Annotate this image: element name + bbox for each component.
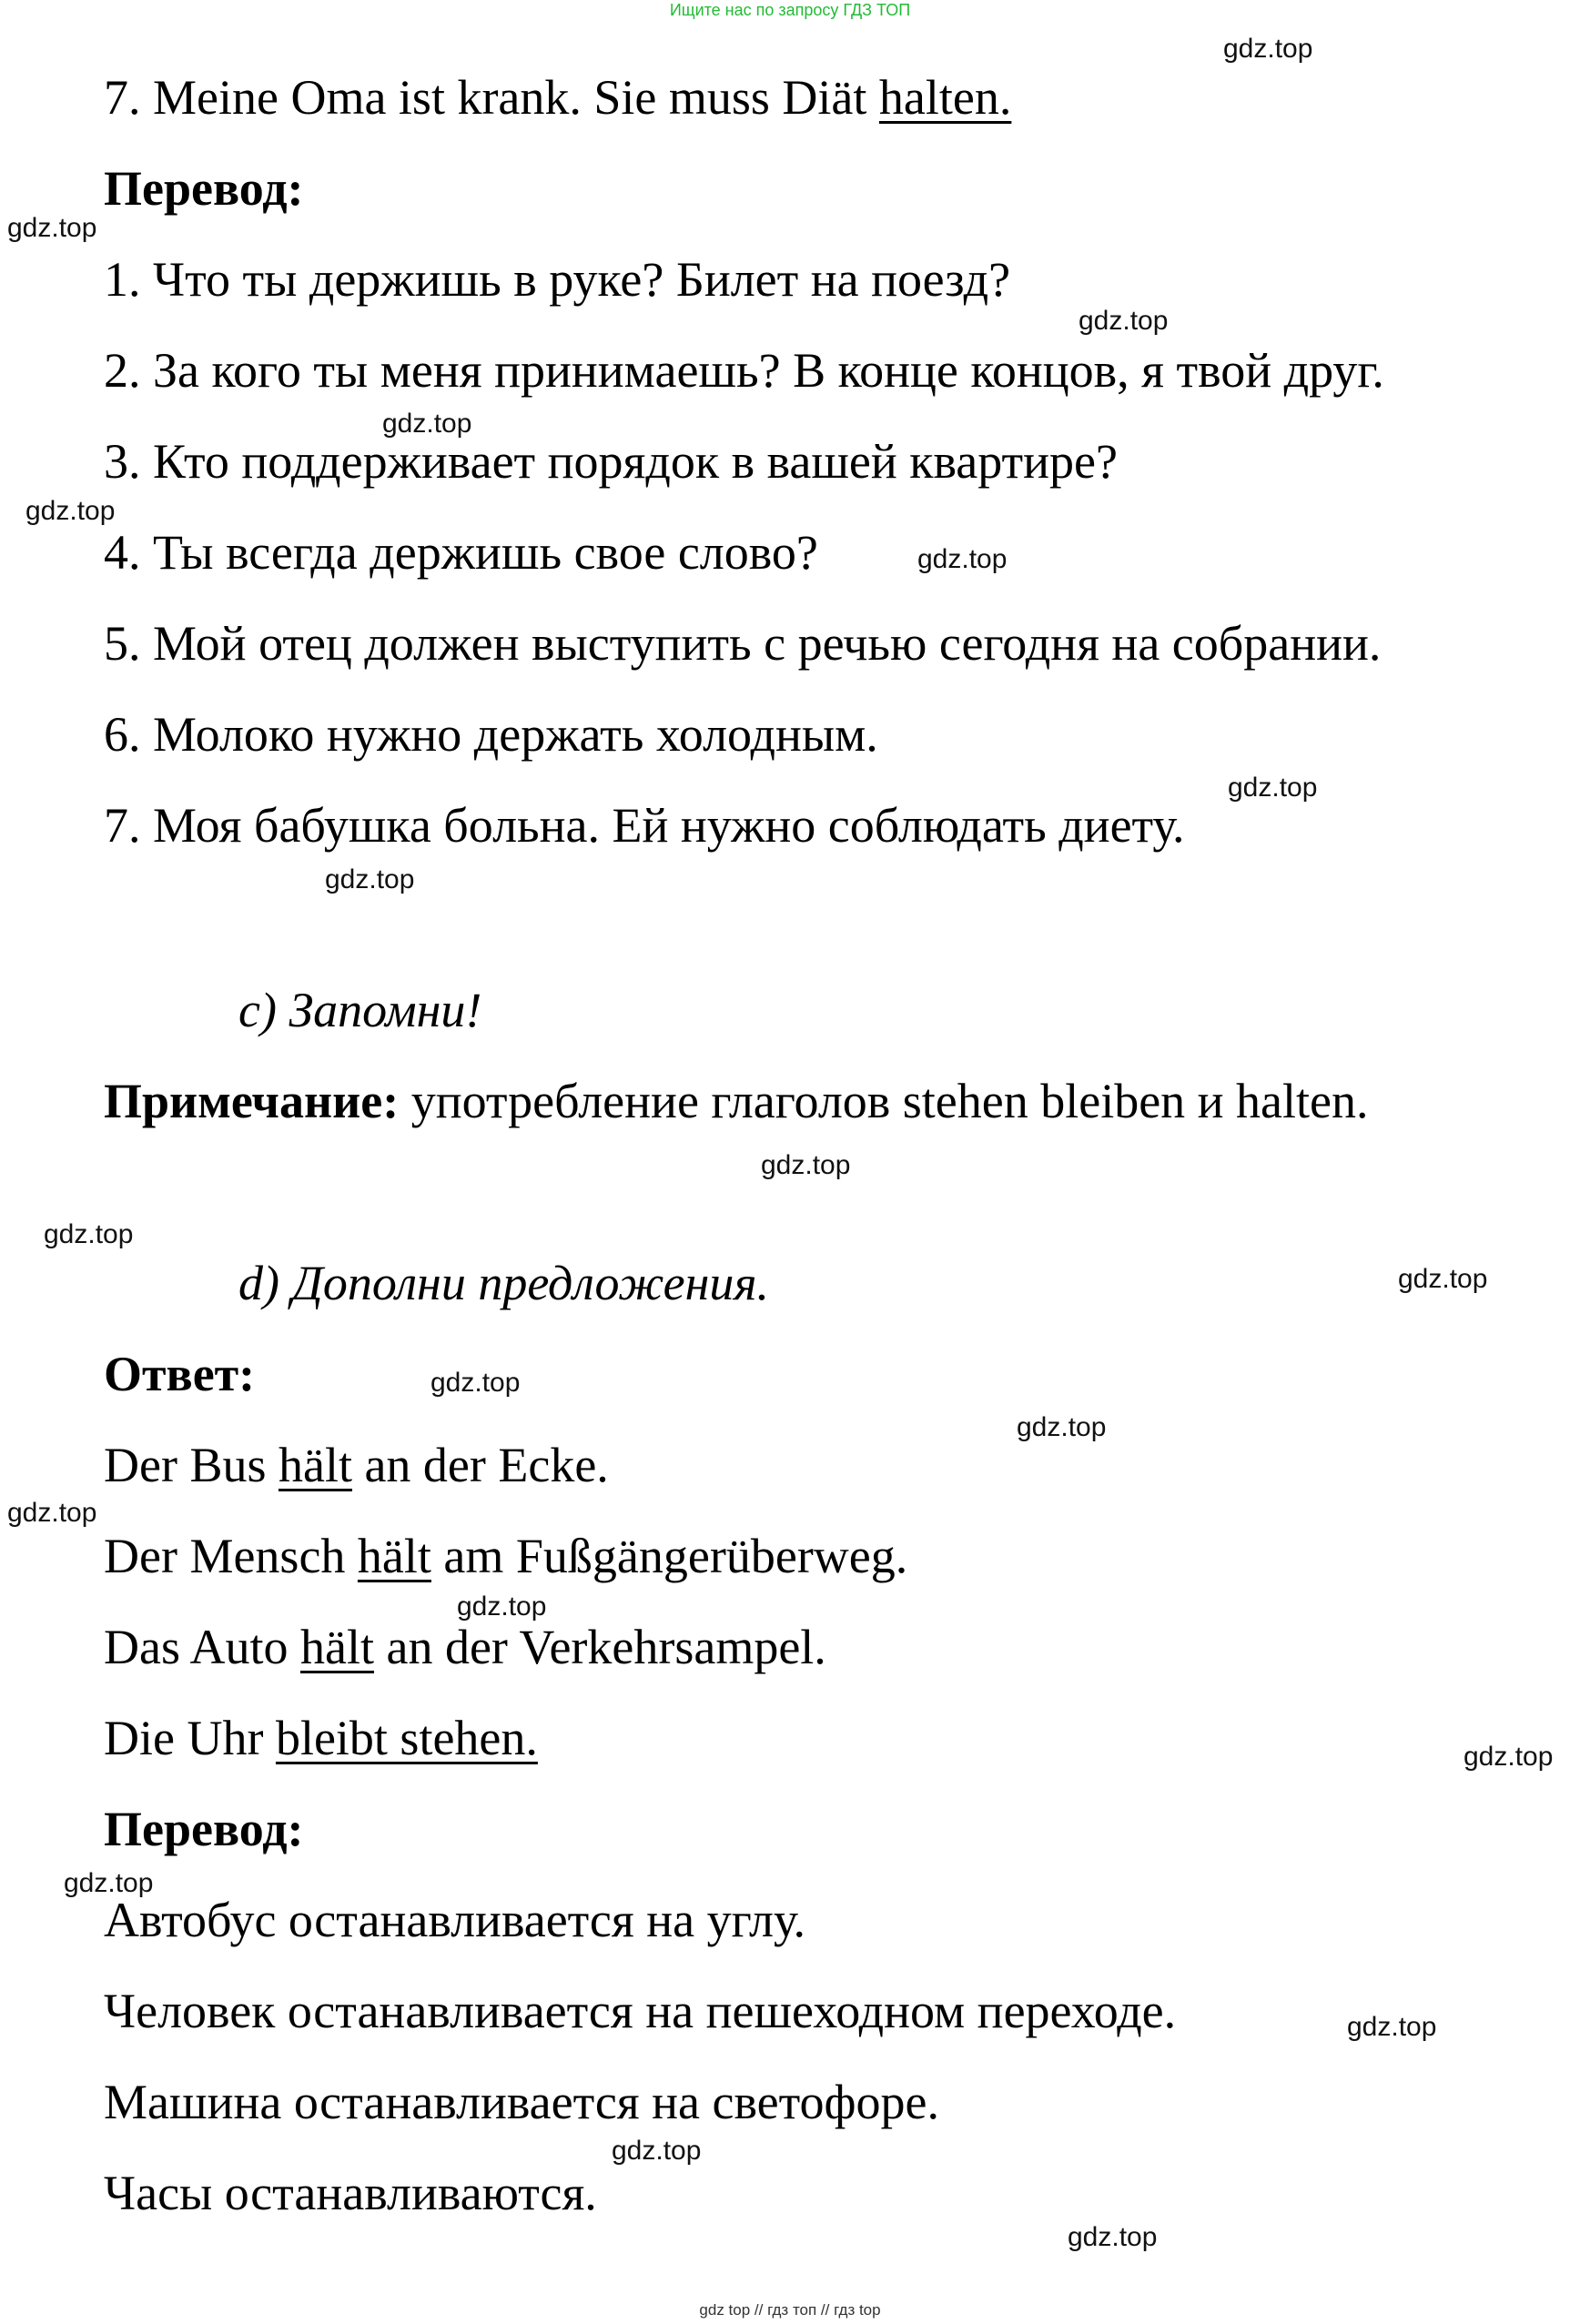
translation-heading: Перевод: — [104, 161, 304, 216]
watermark: gdz.top — [917, 544, 1008, 574]
watermark: gdz.top — [382, 409, 472, 439]
note-label: Примечание: — [104, 1074, 400, 1128]
answer-text: an der Ecke. — [351, 1438, 609, 1492]
answer-text: Der Bus — [104, 1438, 279, 1492]
translation-line-4: 4. Ты всегда держишь свое слово? — [104, 525, 818, 580]
answer-line-1 — [104, 1436, 609, 1494]
answer-underlined: hält — [300, 1620, 374, 1674]
translation2-line-4: Часы останавливаются. — [104, 2166, 597, 2220]
note — [104, 1072, 1369, 1130]
translation2-line-3: Машина останавливается на светофоре. — [104, 2075, 939, 2129]
watermark: gdz.top — [44, 1219, 134, 1249]
answer-text: am Fußgängerüberweg. — [430, 1529, 908, 1583]
answer-line-2 — [104, 1527, 907, 1585]
translation-line-2: 2. За кого ты меня принимаешь? В конце концов, я твой друг. — [104, 343, 1384, 398]
watermark: gdz.top — [1017, 1412, 1107, 1442]
watermark: gdz.top — [1398, 1264, 1488, 1294]
answer-underlined: hält — [357, 1529, 431, 1583]
watermark: gdz.top — [1464, 1742, 1554, 1772]
watermark: gdz.top — [7, 1498, 97, 1528]
answer-underlined: bleibt stehen. — [275, 1711, 538, 1765]
translation-line-1: 1. Что ты держишь в руке? Билет на поезд? — [104, 252, 1011, 307]
watermark: gdz.top — [1068, 2222, 1158, 2252]
answer-heading: Ответ: — [104, 1347, 256, 1401]
top-banner: Ищите нас по запросу ГДЗ ТОП — [669, 1, 911, 19]
translation-line-3: 3. Кто поддерживает порядок в вашей квартире? — [104, 434, 1118, 489]
watermark: gdz.top — [325, 864, 415, 894]
task-c-heading: c) Запомни! — [238, 983, 482, 1037]
translation2-line-1: Автобус останавливается на углу. — [104, 1893, 806, 1947]
answer-underlined: hält — [278, 1438, 352, 1492]
watermark: gdz.top — [1223, 34, 1313, 64]
footer: gdz top // гдз топ // гдз top — [699, 2301, 881, 2319]
translation-line-6: 6. Молоко нужно держать холодным. — [104, 707, 878, 762]
watermark: gdz.top — [457, 1591, 547, 1622]
watermark: gdz.top — [1228, 773, 1318, 803]
translation2-line-2: Человек останавливается на пешеходном переходе. — [104, 1984, 1177, 2038]
watermark: gdz.top — [1347, 2012, 1437, 2042]
watermark: gdz.top — [25, 496, 116, 526]
note-text: употребление глаголов stehen bleiben и halten. — [399, 1074, 1369, 1128]
watermark: gdz.top — [64, 1868, 154, 1898]
watermark: gdz.top — [1079, 306, 1169, 336]
task-d-heading: d) Дополни предложения. — [238, 1256, 770, 1310]
answer-line-3 — [104, 1618, 826, 1676]
answer-text: Der Mensch — [104, 1529, 358, 1583]
answer-text: Die Uhr — [104, 1711, 276, 1765]
translation-heading-2: Перевод: — [104, 1802, 304, 1856]
answer-line-4 — [104, 1709, 538, 1767]
sentence-text: 7. Meine Oma ist krank. Sie muss Diät — [104, 70, 879, 125]
watermark: gdz.top — [430, 1368, 521, 1398]
translation-line-7: 7. Моя бабушка больна. Ей нужно соблюдать диету. — [104, 798, 1185, 853]
watermark: gdz.top — [612, 2136, 702, 2166]
translation-line-5: 5. Мой отец должен выступить с речью сегодня на собрании. — [104, 616, 1382, 671]
watermark: gdz.top — [761, 1150, 851, 1180]
watermark: gdz.top — [7, 213, 97, 243]
sentence-de-7 — [104, 68, 1011, 126]
answer-text: an der Verkehrsampel. — [373, 1620, 826, 1674]
underlined-word: halten. — [878, 70, 1012, 125]
answer-text: Das Auto — [104, 1620, 300, 1674]
